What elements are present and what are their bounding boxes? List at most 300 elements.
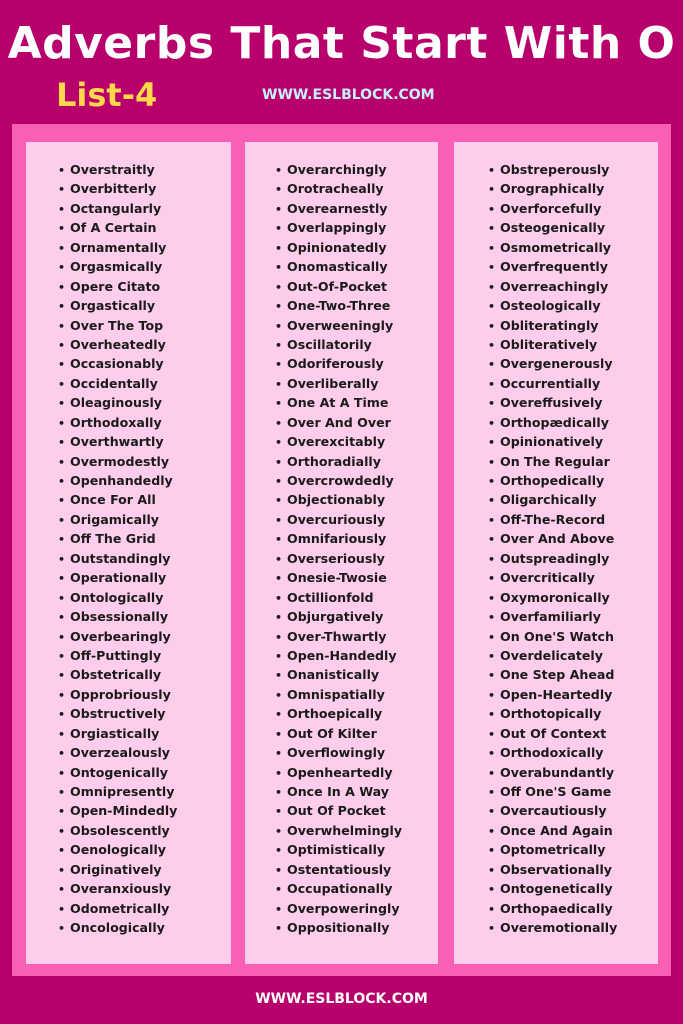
word-text: Occasionably bbox=[70, 356, 164, 372]
word-list-item bbox=[454, 743, 658, 762]
word-text: Observationally bbox=[500, 861, 612, 877]
bullet-icon: • bbox=[275, 649, 283, 663]
word-list-item bbox=[245, 413, 438, 432]
word-list-item bbox=[454, 374, 658, 393]
word-text: Overemotionally bbox=[500, 920, 618, 936]
word-text: Operationally bbox=[70, 570, 167, 586]
word-list-item bbox=[245, 665, 438, 684]
word-text: Overzealously bbox=[70, 745, 170, 761]
word-list-item bbox=[26, 238, 231, 257]
word-list-item bbox=[245, 179, 438, 198]
bullet-icon: • bbox=[488, 261, 496, 275]
bullet-icon: • bbox=[488, 475, 496, 488]
word-list-item bbox=[245, 763, 438, 782]
word-list-item bbox=[26, 607, 231, 626]
word-list-item bbox=[245, 529, 438, 548]
bullet-icon: • bbox=[58, 358, 66, 372]
word-text: Ostentatiously bbox=[287, 861, 392, 877]
word-text: Over-Thwartly bbox=[287, 628, 387, 644]
word-text: Open-Mindedly bbox=[70, 803, 178, 819]
word-text: Osteogenically bbox=[500, 220, 606, 236]
word-text: Orthotopically bbox=[500, 706, 602, 722]
bullet-icon: • bbox=[275, 222, 283, 236]
bullet-icon: • bbox=[488, 222, 496, 236]
word-text: Omnifariously bbox=[287, 531, 387, 547]
word-text: Orthoepically bbox=[287, 706, 383, 722]
word-text: Osteologically bbox=[500, 298, 601, 314]
word-list-item bbox=[454, 899, 658, 918]
word-text: Out Of Pocket bbox=[287, 803, 386, 819]
word-text: Orgiastically bbox=[70, 725, 160, 741]
bullet-icon: • bbox=[58, 591, 66, 605]
word-list-item bbox=[26, 257, 231, 276]
word-text: Overanxiously bbox=[70, 881, 172, 897]
word-text: Oleaginously bbox=[70, 395, 162, 411]
word-list-item bbox=[245, 432, 438, 451]
word-list-item bbox=[26, 724, 231, 743]
word-list-item bbox=[245, 238, 438, 257]
word-text: Over The Top bbox=[70, 317, 164, 333]
word-column-1 bbox=[26, 142, 231, 964]
word-text: Open-Heartedly bbox=[500, 686, 613, 702]
word-list-item bbox=[454, 160, 658, 179]
word-list-item bbox=[26, 549, 231, 568]
word-column-3 bbox=[454, 142, 658, 964]
bullet-icon: • bbox=[275, 183, 283, 197]
bullet-icon: • bbox=[488, 319, 496, 333]
bullet-icon: • bbox=[58, 922, 66, 936]
word-text: Overcrowdedly bbox=[287, 473, 394, 488]
word-list-item bbox=[245, 918, 438, 937]
bullet-icon: • bbox=[58, 844, 66, 858]
word-text: Odometrically bbox=[70, 900, 170, 916]
word-text: Overexcitably bbox=[287, 434, 386, 450]
word-list-item bbox=[454, 393, 658, 412]
word-list-item bbox=[454, 413, 658, 432]
word-text: Orthodoxically bbox=[500, 745, 604, 761]
bullet-icon: • bbox=[488, 436, 496, 450]
bullet-icon: • bbox=[58, 611, 66, 625]
bullet-icon: • bbox=[275, 727, 283, 741]
bullet-icon: • bbox=[58, 572, 66, 586]
word-list-item bbox=[26, 685, 231, 704]
word-list-item bbox=[26, 471, 231, 490]
word-text: Over And Above bbox=[500, 531, 615, 547]
bullet-icon: • bbox=[488, 844, 496, 858]
bullet-icon: • bbox=[488, 747, 496, 761]
bullet-icon: • bbox=[58, 630, 66, 644]
bullet-icon: • bbox=[488, 883, 496, 897]
word-list-item bbox=[454, 627, 658, 646]
word-list-item bbox=[26, 413, 231, 432]
word-text: On One'S Watch bbox=[500, 628, 614, 644]
bullet-icon: • bbox=[488, 708, 496, 722]
bullet-icon: • bbox=[275, 766, 283, 780]
word-list-item bbox=[454, 646, 658, 665]
bullet-icon: • bbox=[275, 786, 283, 799]
word-list-item bbox=[245, 801, 438, 820]
word-list-item bbox=[454, 316, 658, 335]
word-list-item bbox=[245, 627, 438, 646]
bullet-icon: • bbox=[58, 261, 66, 275]
word-list-item bbox=[454, 685, 658, 704]
bullet-icon: • bbox=[488, 824, 496, 838]
word-text: Overforcefully bbox=[500, 200, 602, 216]
bullet-icon: • bbox=[58, 222, 66, 236]
bullet-icon: • bbox=[488, 280, 496, 294]
word-list-item bbox=[26, 354, 231, 373]
bullet-icon: • bbox=[58, 863, 66, 877]
word-list-item bbox=[454, 529, 658, 548]
bullet-icon: • bbox=[58, 300, 66, 314]
word-text: Orthodoxally bbox=[70, 414, 162, 430]
bullet-icon: • bbox=[488, 164, 496, 177]
word-text: Orographically bbox=[500, 181, 605, 197]
word-list-item bbox=[245, 296, 438, 315]
word-text: Overfamiliarly bbox=[500, 609, 601, 625]
word-text: Orthopedically bbox=[500, 473, 605, 488]
word-list-item bbox=[26, 879, 231, 898]
word-text: One Step Ahead bbox=[500, 667, 615, 683]
word-list-item bbox=[245, 257, 438, 276]
word-text: Over And Over bbox=[287, 414, 391, 430]
word-list-item bbox=[454, 568, 658, 587]
word-text: Overstraitly bbox=[70, 162, 155, 177]
word-text: Overlappingly bbox=[287, 220, 387, 236]
word-list-item bbox=[245, 879, 438, 898]
bullet-icon: • bbox=[488, 300, 496, 314]
word-list-item bbox=[26, 335, 231, 354]
bullet-icon: • bbox=[488, 649, 496, 663]
bullet-icon: • bbox=[275, 863, 283, 877]
word-list-item bbox=[454, 588, 658, 607]
word-text: Obstreperously bbox=[500, 162, 610, 177]
word-text: Overbearingly bbox=[70, 628, 171, 644]
word-text: Out Of Context bbox=[500, 725, 607, 741]
word-text: Open-Handedly bbox=[287, 647, 397, 663]
word-text: Openheartedly bbox=[287, 764, 393, 780]
bullet-icon: • bbox=[488, 786, 496, 799]
word-list-item bbox=[454, 452, 658, 471]
bullet-icon: • bbox=[488, 688, 496, 702]
bullet-icon: • bbox=[58, 455, 66, 469]
word-list-item bbox=[454, 199, 658, 218]
bullet-icon: • bbox=[275, 494, 283, 508]
word-list-item bbox=[454, 840, 658, 859]
word-list-item bbox=[454, 782, 658, 801]
word-list-item bbox=[26, 452, 231, 471]
word-text: Out-Of-Pocket bbox=[287, 278, 388, 294]
bullet-icon: • bbox=[488, 669, 496, 683]
word-text: Opinionatively bbox=[500, 434, 604, 450]
bullet-icon: • bbox=[58, 164, 66, 177]
word-list-item bbox=[454, 801, 658, 820]
word-text: Orgastically bbox=[70, 298, 156, 314]
word-list-item bbox=[26, 627, 231, 646]
word-list-item bbox=[454, 354, 658, 373]
word-list-item bbox=[245, 782, 438, 801]
bullet-icon: • bbox=[58, 513, 66, 527]
word-list-item bbox=[245, 452, 438, 471]
bullet-icon: • bbox=[58, 552, 66, 566]
word-text: Off One'S Game bbox=[500, 784, 612, 799]
word-list-item bbox=[454, 860, 658, 879]
bullet-icon: • bbox=[275, 455, 283, 469]
bullet-icon: • bbox=[58, 688, 66, 702]
word-list-item bbox=[245, 335, 438, 354]
word-text: Originatively bbox=[70, 861, 162, 877]
word-text: Orotracheally bbox=[287, 181, 384, 197]
word-text: Overweeningly bbox=[287, 317, 394, 333]
word-text: Occurrentially bbox=[500, 375, 601, 391]
bullet-icon: • bbox=[275, 164, 283, 177]
word-list-panel bbox=[12, 124, 671, 976]
word-text: Oxymoronically bbox=[500, 589, 610, 605]
bullet-icon: • bbox=[488, 241, 496, 255]
bullet-icon: • bbox=[275, 688, 283, 702]
word-text: Overliberally bbox=[287, 375, 379, 391]
word-list-item bbox=[454, 879, 658, 898]
word-list-item bbox=[26, 393, 231, 412]
word-text: Overcritically bbox=[500, 570, 595, 586]
bullet-icon: • bbox=[488, 533, 496, 547]
bullet-icon: • bbox=[275, 824, 283, 838]
website-link-bottom[interactable]: WWW.ESLBLOCK.COM bbox=[255, 991, 428, 1007]
word-list-item bbox=[26, 801, 231, 820]
word-list-item bbox=[454, 549, 658, 568]
word-list-item bbox=[454, 607, 658, 626]
word-text: Openhandedly bbox=[70, 473, 173, 488]
word-list-item bbox=[245, 277, 438, 296]
bullet-icon: • bbox=[488, 727, 496, 741]
word-list-item bbox=[245, 743, 438, 762]
bullet-icon: • bbox=[58, 533, 66, 547]
word-text: Off-The-Record bbox=[500, 511, 606, 527]
word-list-item bbox=[245, 490, 438, 509]
bullet-icon: • bbox=[488, 902, 496, 916]
bullet-icon: • bbox=[488, 552, 496, 566]
bullet-icon: • bbox=[58, 202, 66, 216]
bullet-icon: • bbox=[488, 397, 496, 411]
word-text: Octangularly bbox=[70, 200, 162, 216]
bullet-icon: • bbox=[275, 338, 283, 352]
word-text: Overcautiously bbox=[500, 803, 607, 819]
bullet-icon: • bbox=[488, 377, 496, 391]
word-list-item bbox=[26, 568, 231, 587]
bullet-icon: • bbox=[488, 202, 496, 216]
word-text: Overwhelmingly bbox=[287, 822, 403, 838]
bullet-icon: • bbox=[58, 708, 66, 722]
word-text: Overarchingly bbox=[287, 162, 387, 177]
bullet-icon: • bbox=[488, 338, 496, 352]
word-text: Oenologically bbox=[70, 842, 166, 858]
bullet-icon: • bbox=[275, 708, 283, 722]
word-text: Occidentally bbox=[70, 375, 158, 391]
bullet-icon: • bbox=[58, 338, 66, 352]
bullet-icon: • bbox=[488, 183, 496, 197]
word-text: Obstetrically bbox=[70, 667, 162, 683]
bullet-icon: • bbox=[58, 241, 66, 255]
bullet-icon: • bbox=[488, 591, 496, 605]
word-text: Omnispatially bbox=[287, 686, 385, 702]
word-text: Oligarchically bbox=[500, 492, 597, 508]
bullet-icon: • bbox=[275, 630, 283, 644]
word-text: Obsolescently bbox=[70, 822, 170, 838]
bullet-icon: • bbox=[488, 358, 496, 372]
word-text: Overseriously bbox=[287, 550, 385, 566]
word-list-item bbox=[454, 471, 658, 490]
word-text: Omnipresently bbox=[70, 784, 175, 799]
bullet-icon: • bbox=[275, 902, 283, 916]
bullet-icon: • bbox=[488, 494, 496, 508]
word-text: Overreachingly bbox=[500, 278, 609, 294]
word-text: Of A Certain bbox=[70, 220, 157, 236]
word-list-item bbox=[454, 179, 658, 198]
word-text: Opinionatedly bbox=[287, 239, 387, 255]
bullet-icon: • bbox=[488, 455, 496, 469]
word-text: Oncologically bbox=[70, 920, 165, 936]
bullet-icon: • bbox=[58, 766, 66, 780]
word-text: Opprobriously bbox=[70, 686, 171, 702]
bullet-icon: • bbox=[275, 591, 283, 605]
bullet-icon: • bbox=[58, 902, 66, 916]
word-list-item bbox=[26, 277, 231, 296]
bullet-icon: • bbox=[58, 649, 66, 663]
bullet-icon: • bbox=[58, 436, 66, 450]
bullet-icon: • bbox=[275, 572, 283, 586]
word-list-item bbox=[26, 374, 231, 393]
bullet-icon: • bbox=[275, 747, 283, 761]
bullet-icon: • bbox=[488, 572, 496, 586]
word-text: Ontogenically bbox=[70, 764, 168, 780]
bullet-icon: • bbox=[275, 844, 283, 858]
bullet-icon: • bbox=[58, 280, 66, 294]
word-list-item bbox=[454, 277, 658, 296]
word-list-item bbox=[245, 821, 438, 840]
word-list-item bbox=[26, 918, 231, 937]
word-text: Overmodestly bbox=[70, 453, 170, 469]
word-list-item bbox=[245, 899, 438, 918]
bullet-icon: • bbox=[275, 513, 283, 527]
word-list-item bbox=[245, 354, 438, 373]
bullet-icon: • bbox=[275, 377, 283, 391]
word-list-item bbox=[245, 646, 438, 665]
word-list-item bbox=[26, 588, 231, 607]
word-list-item bbox=[26, 665, 231, 684]
bullet-icon: • bbox=[58, 416, 66, 430]
bullet-icon: • bbox=[58, 377, 66, 391]
word-list-item bbox=[26, 743, 231, 762]
word-list-item bbox=[245, 724, 438, 743]
page-title: Adverbs That Start With O bbox=[7, 18, 676, 69]
word-list-item bbox=[454, 238, 658, 257]
word-text: Objurgatively bbox=[287, 609, 384, 625]
bullet-icon: • bbox=[58, 475, 66, 488]
word-list-item bbox=[245, 704, 438, 723]
word-list-item bbox=[454, 335, 658, 354]
word-list-item bbox=[26, 840, 231, 859]
bullet-icon: • bbox=[58, 805, 66, 819]
word-list-item bbox=[26, 860, 231, 879]
website-link-top[interactable]: WWW.ESLBLOCK.COM bbox=[262, 87, 435, 103]
word-text: Ontogenetically bbox=[500, 881, 613, 897]
bullet-icon: • bbox=[275, 533, 283, 547]
word-text: Orgasmically bbox=[70, 259, 163, 275]
word-text: Objectionably bbox=[287, 492, 386, 508]
word-text: Overflowingly bbox=[287, 745, 386, 761]
bullet-icon: • bbox=[58, 786, 66, 799]
bullet-icon: • bbox=[58, 494, 66, 508]
bullet-icon: • bbox=[275, 280, 283, 294]
word-list-item bbox=[245, 218, 438, 237]
bullet-icon: • bbox=[58, 397, 66, 411]
word-list-item bbox=[454, 665, 658, 684]
bullet-icon: • bbox=[58, 727, 66, 741]
word-text: Optimistically bbox=[287, 842, 386, 858]
word-text: Opere Citato bbox=[70, 278, 161, 294]
bullet-icon: • bbox=[275, 300, 283, 314]
bullet-icon: • bbox=[58, 883, 66, 897]
bullet-icon: • bbox=[488, 611, 496, 625]
word-list-item bbox=[26, 432, 231, 451]
word-list-item bbox=[26, 160, 231, 179]
word-text: Overfrequently bbox=[500, 259, 608, 275]
bullet-icon: • bbox=[488, 766, 496, 780]
word-text: Out Of Kilter bbox=[287, 725, 377, 741]
word-list-item bbox=[245, 510, 438, 529]
bullet-icon: • bbox=[275, 883, 283, 897]
word-text: Overpoweringly bbox=[287, 900, 400, 916]
word-text: Off-Puttingly bbox=[70, 647, 162, 663]
word-list-item bbox=[26, 704, 231, 723]
word-text: Onanistically bbox=[287, 667, 380, 683]
bullet-icon: • bbox=[488, 416, 496, 430]
word-text: Occupationally bbox=[287, 881, 393, 897]
word-list-item bbox=[26, 763, 231, 782]
word-list-item bbox=[26, 529, 231, 548]
word-text: Outstandingly bbox=[70, 550, 171, 566]
word-list-item bbox=[245, 860, 438, 879]
word-text: Obliteratively bbox=[500, 336, 598, 352]
word-list-item bbox=[26, 510, 231, 529]
word-text: Orthopaedically bbox=[500, 900, 613, 916]
bullet-icon: • bbox=[275, 319, 283, 333]
word-text: Overearnestly bbox=[287, 200, 388, 216]
bullet-icon: • bbox=[488, 630, 496, 644]
bullet-icon: • bbox=[275, 202, 283, 216]
bullet-icon: • bbox=[488, 513, 496, 527]
bullet-icon: • bbox=[275, 805, 283, 819]
word-list-item bbox=[26, 490, 231, 509]
word-list-item bbox=[26, 316, 231, 335]
word-text: Off The Grid bbox=[70, 531, 156, 547]
word-text: Overabundantly bbox=[500, 764, 615, 780]
word-text: One At A Time bbox=[287, 395, 389, 411]
word-text: Once For All bbox=[70, 492, 156, 508]
word-list-item bbox=[26, 821, 231, 840]
word-text: Optometrically bbox=[500, 842, 606, 858]
word-text: Onomastically bbox=[287, 259, 388, 275]
word-list-item bbox=[454, 257, 658, 276]
word-text: Odoriferously bbox=[287, 356, 384, 372]
word-text: Ornamentally bbox=[70, 239, 167, 255]
bullet-icon: • bbox=[275, 261, 283, 275]
bullet-icon: • bbox=[58, 183, 66, 197]
bullet-icon: • bbox=[58, 319, 66, 333]
word-text: Once In A Way bbox=[287, 784, 389, 799]
word-list-item bbox=[26, 179, 231, 198]
word-list-item bbox=[454, 724, 658, 743]
